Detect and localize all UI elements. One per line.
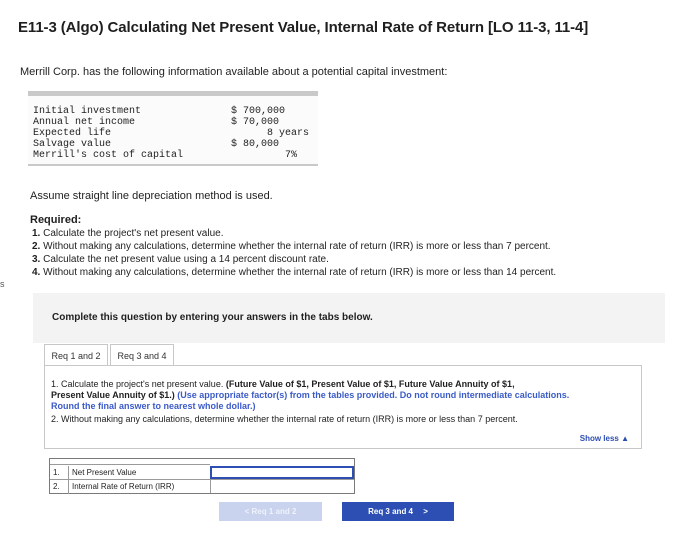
rounding-hint: (Use appropriate factor(s) from the tables provided. Do not round intermediate calculations. (174, 390, 570, 400)
investment-label: Initial investment (33, 106, 142, 117)
required-item-number: 1. (32, 228, 41, 239)
answer-table-header-cell (210, 459, 354, 465)
investment-label: Annual net income (33, 117, 136, 128)
factor-tables-text: (Future Value of $1, Present Value of $1, Future Value Annuity of $1, (225, 379, 515, 389)
investment-label: Merrill's cost of capital (33, 150, 184, 161)
investment-value: $ 80,000 (231, 139, 280, 150)
required-item (32, 241, 551, 252)
required-item-text: Without making any calculations, determine whether the internal rate of return (IRR) is more or less than 14 percent. (43, 267, 557, 278)
required-item-text: Calculate the project's net present value. (43, 228, 224, 239)
factor-tables-text: Present Value Annuity of $1.) (51, 390, 175, 400)
next-req-button[interactable] (342, 502, 454, 521)
page-title: E11-3 (Algo) Calculating Net Present Value, Internal Rate of Return [LO 11-3, 11-4] (18, 19, 589, 36)
irr-select[interactable] (210, 480, 354, 493)
answer-row-number: 1. (53, 468, 60, 477)
required-item-text: Without making any calculations, determine whether the internal rate of return (IRR) is more or less than 7 percent. (43, 241, 551, 252)
tab-req-3-and-4[interactable]: Req 3 and 4 (110, 344, 174, 366)
assumption-note: Assume straight line depreciation method is used. (30, 190, 273, 202)
question-line (51, 379, 515, 389)
question-line (51, 390, 569, 400)
answer-row (50, 480, 354, 494)
required-heading: Required: (30, 214, 82, 226)
rounding-hint: Round the final answer to nearest whole dollar.) (51, 401, 256, 411)
question-text: 1. Calculate the project's net present value. (51, 379, 226, 389)
tab-req-1-and-2[interactable]: Req 1 and 2 (44, 344, 108, 366)
chevron-right-icon: > (423, 507, 428, 516)
investment-value: 8 years (267, 128, 310, 139)
required-item-text: Calculate the net present value using a 14 percent discount rate. (43, 254, 329, 265)
investment-label: Salvage value (33, 139, 112, 150)
answer-row-label: Net Present Value (68, 466, 136, 480)
instructions-box (33, 293, 665, 343)
required-item (32, 267, 556, 278)
edge-mark: s (0, 279, 5, 289)
investment-value: $ 700,000 (231, 106, 286, 117)
show-less-link[interactable]: Show less ▲ (579, 434, 629, 443)
intro-text: Merrill Corp. has the following information available about a potential capital investment: (20, 66, 448, 78)
answer-row-label: Internal Rate of Return (IRR) (68, 480, 174, 494)
investment-value: 7% (285, 150, 298, 161)
required-item (32, 254, 329, 265)
answer-row-number: 2. (53, 482, 60, 491)
answer-row (50, 466, 354, 480)
required-item (32, 228, 223, 239)
chevron-left-icon: < (244, 507, 250, 516)
net-present-value-input[interactable] (210, 466, 354, 479)
answer-table-header (50, 459, 354, 465)
instructions-text: Complete this question by entering your answers in the tabs below. (52, 312, 373, 323)
answer-table (49, 458, 355, 494)
required-item-number: 3. (32, 254, 41, 265)
required-item-number: 4. (32, 267, 41, 278)
investment-value: $ 70,000 (231, 117, 280, 128)
prev-req-button[interactable] (219, 502, 322, 521)
investment-table (28, 91, 318, 166)
investment-label: Expected life (33, 128, 112, 139)
next-req-label: Req 3 and 4 (368, 507, 413, 516)
required-item-number: 2. (32, 241, 41, 252)
prev-req-label: Req 1 and 2 (251, 507, 297, 516)
question-text: 2. Without making any calculations, determine whether the internal rate of return (IRR) is more or less than 7 percent. (51, 414, 518, 424)
question-panel (44, 365, 642, 449)
